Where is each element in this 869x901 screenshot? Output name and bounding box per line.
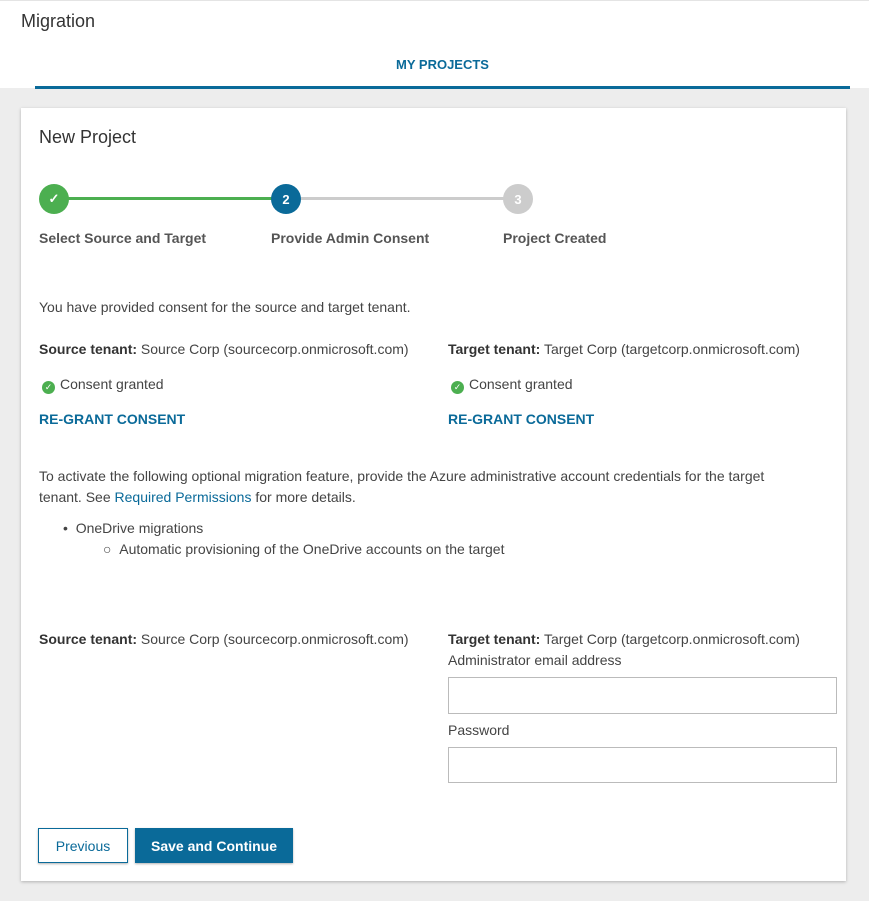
- email-label: Administrator email address: [448, 652, 622, 668]
- tab-my-projects[interactable]: MY PROJECTS: [35, 47, 850, 89]
- check-circle-icon: ✓: [451, 381, 464, 394]
- target-tenant-label: Target tenant:: [448, 631, 541, 647]
- feature-text-line1: To activate the following optional migration feature, provide the Azure administrative account credentials for the target: [39, 468, 765, 484]
- check-circle-icon: ✓: [42, 381, 55, 394]
- new-project-card: [21, 108, 846, 881]
- source-tenant-label: Source tenant:: [39, 631, 138, 647]
- step-1-label: Select Source and Target: [39, 230, 207, 246]
- step-2-circle: 2: [271, 184, 301, 214]
- target-tenant-value: Target Corp (targetcorp.onmicrosoft.com): [540, 631, 800, 647]
- password-label: Password: [448, 722, 510, 738]
- admin-email-input[interactable]: [448, 677, 837, 714]
- required-permissions-link[interactable]: Required Permissions: [114, 489, 252, 505]
- page-title: New Project: [39, 127, 137, 147]
- app-title: Migration: [21, 11, 96, 31]
- step-3-circle: 3: [503, 184, 533, 214]
- target-tenant-2: [448, 631, 800, 647]
- stepper-line-pending: [286, 197, 518, 200]
- feature-text: for more details.: [251, 489, 356, 505]
- source-tenant: [39, 341, 409, 357]
- save-and-continue-button[interactable]: Save and Continue: [135, 828, 293, 863]
- bullet-text: OneDrive migrations: [75, 520, 204, 536]
- target-consent-status: [451, 376, 573, 394]
- source-tenant-label: Source tenant:: [39, 341, 138, 357]
- step-2-label: Provide Admin Consent: [271, 230, 430, 246]
- consent-intro: You have provided consent for the source and target tenant.: [39, 299, 411, 315]
- stepper-line-complete: [54, 197, 286, 200]
- password-input[interactable]: [448, 747, 837, 783]
- step-1-check-icon: ✓: [39, 184, 69, 214]
- consent-text: Consent granted: [469, 376, 573, 392]
- feature-text-line2: [39, 489, 356, 505]
- previous-button[interactable]: Previous: [38, 828, 128, 863]
- target-tenant-value: Target Corp (targetcorp.onmicrosoft.com): [540, 341, 800, 357]
- feature-text: tenant. See: [39, 489, 115, 505]
- target-tenant-label: Target tenant:: [448, 341, 541, 357]
- source-tenant-value: Source Corp (sourcecorp.onmicrosoft.com): [137, 341, 409, 357]
- consent-text: Consent granted: [60, 376, 164, 392]
- source-consent-status: [42, 376, 164, 394]
- source-tenant-2: [39, 631, 409, 647]
- target-tenant: [448, 341, 800, 357]
- source-tenant-value: Source Corp (sourcecorp.onmicrosoft.com): [137, 631, 409, 647]
- source-regrant-link[interactable]: RE-GRANT CONSENT: [39, 411, 186, 427]
- target-regrant-link[interactable]: RE-GRANT CONSENT: [448, 411, 595, 427]
- bullet-onedrive: • OneDrive migrations: [63, 520, 204, 536]
- sub-bullet-provisioning: ○ Automatic provisioning of the OneDrive accounts on the target: [103, 541, 505, 557]
- step-3-label: Project Created: [503, 230, 607, 246]
- header: [0, 0, 869, 88]
- sub-bullet-text: Automatic provisioning of the OneDrive accounts on the target: [119, 541, 505, 557]
